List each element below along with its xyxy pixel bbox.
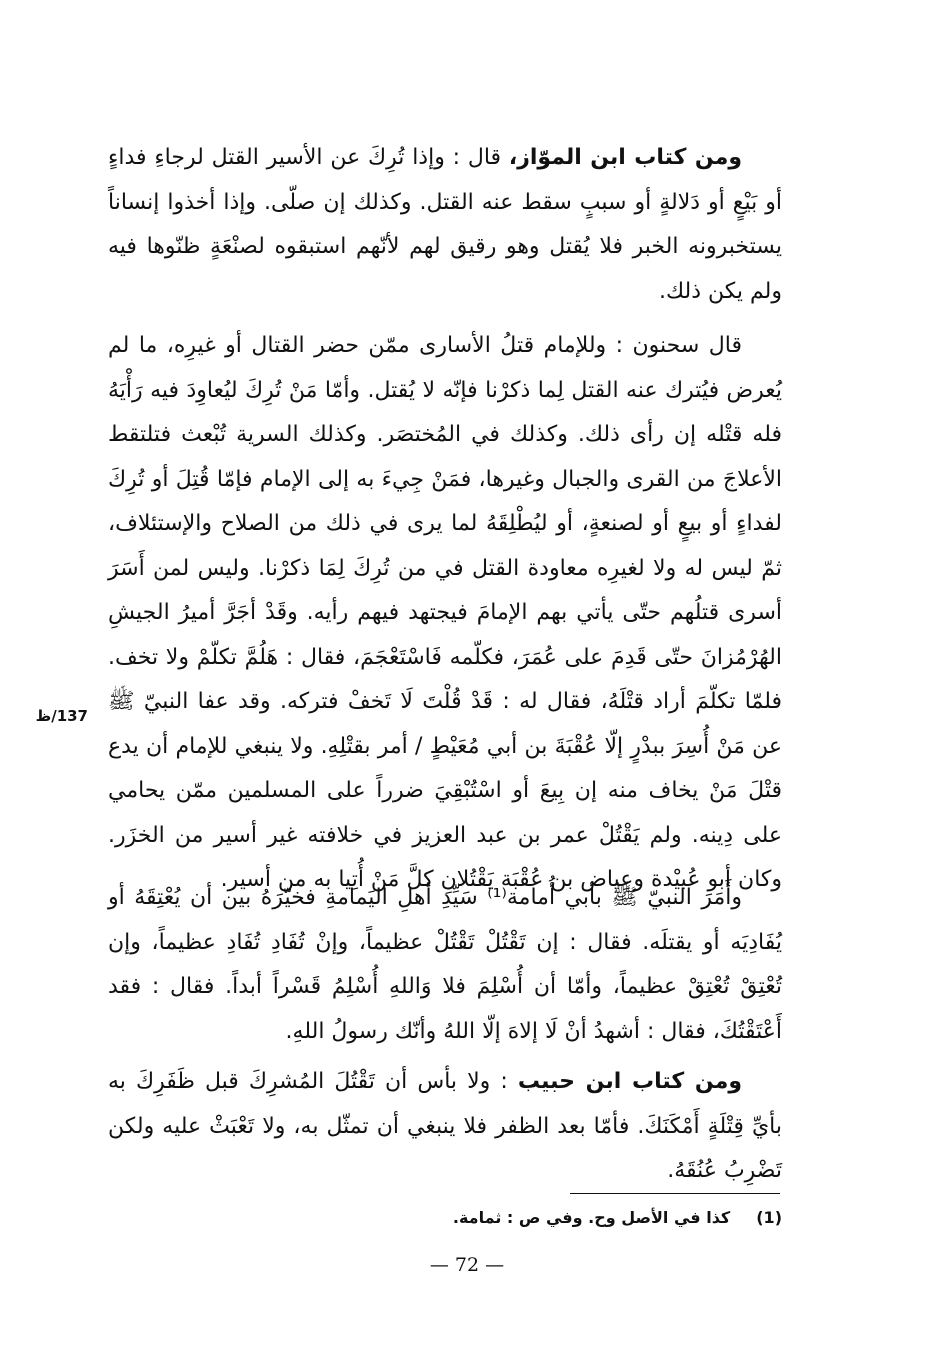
paragraph-sahnun [108,324,782,903]
margin-folio-note: 137/ظ [35,707,88,725]
paragraph-body: : ولا بأس أن تَقْتُلَ المُشرِكَ قبل ظَفَرِكَ به بأيِّ قِتْلَةٍ أَمْكَنَكَ. فأمّا بعد الظفر فلا ينبغي أن تمثّل به، ولا تَعْبَثْ عليه ولكن تَضْرِبُ عُنُقَهُ. [108,1069,782,1183]
footnote-divider [570,1193,780,1194]
paragraph-body: قال سحنون : وللإمام قتلُ الأسارى ممّن حضر القتال أو غيرِه، ما لم يُعرض فيُترك عنه القتل لِما ذكرْنا فإنّه لا يُقتل. وأمّا مَنْ تُرِكَ ليُعاوِدَ فيه رَأْيَهُ فله قتْله إن رأى ذلك. وكذلك في المُختصَر. وكذلك السرية تُبْعث فتلتقط الأعلاجَ من القرى والجبال وغيرها، فمَنْ جِيءَ به إلى الإمام فإمّا قُتِلَ أو تُرِكَ لفداءٍ أو بيعٍ أو لصنعةٍ، أو ليُطْلِقَهُ لما يرى في ذلك من الصلاح والإستئلاف، ثمّ ليس له ولا لغيرِه معاودة القتل في من تُرِكَ لِمَا ذكرْنا. وليس لمن أَسَرَ أسرى قتلُهم حتّى يأتي بهم الإمامَ فيجتهد فيهم رأيه. وقَدْ أجَرَّ أميرُ الجيشِ الهُرْمُزانَ حتّى قَدِمَ على عُمَرَ، فكلّمه فَاسْتَعْجَمَ، فقال : هَلُمَّ تكلّمْ ولا تخف. فلمّا تكلّمَ أراد قتْلَهُ، فقال له : قَدْ قُلْتَ لَا تَخفْ فتركه. وقد عفا النبيّ ﷺ عن مَنْ أُسِرَ ببدْرٍ إلّا عُقْبَةَ بن أبي مُعَيْطٍ / أمر بقتْلِهِ. ولا ينبغي للإمام أن يدع قتْلَ مَنْ يخاف منه إن بِيعَ أو اسْتُبْقِيَ ضرراً على المسلمين ممّن يحامي على دِينه. ولم يَقْتُلْ عمر بن عبد العزيز في خلافته غير أسير من الخزَر. وكان أبو عُبيْدة وعِياض بن عُقْبَة يَقْتُلانِ كلَّ مَنْ أُتِيا به من أسير. [108,333,782,892]
paragraph-abu-umama [108,876,782,1054]
paragraph-lead: ومن كتاب ابن حبيب [517,1069,742,1094]
paragraph-body: قال : وإذا تُرِكَ عن الأسير القتل لرجاءِ فداءٍ أو بَيْعٍ أو دَلالةٍ أو سببٍ سقط عنه القتل. وكذلك إن صلّى. وإذا أخذوا إنساناً يستخبرونه الخبر فلا يُقتل وهو رقيق لهم لأنّهم استبقوه لصنْعَةٍ ظنّوها فيه ولم يكن ذلك. [108,145,782,304]
paragraph-lead: ومن كتاب ابن الموّاز، [508,145,742,170]
footnote-marker: (1) [756,1208,782,1227]
paragraph-body: وأَمَرَ النبيّ ﷺ بأبي أُمامة⁽¹⁾ سَيِّدِ أهلِ اليَمامةِ فخيّرَهُ بين أن يُعْتِقَهُ أو يُفَادِيَه أو يقتلَه. فقال : إن تَقْتُلْ تَقْتُلْ عظيماً، وإنْ تُفَادِ تُفَادِ عظيماً، وإن تُعْتِقْ تُعْتِقْ عظيماً، وأمّا أن أُسْلِمَ فلا وَاللهِ أُسْلِمُ قَسْراً أبداً. فقال : فقد أَعْتَقْتُكَ، فقال : أشهدُ أنْ لَا إلاهَ إلّا اللهُ وأنّك رسولُ اللهِ. [108,885,782,1044]
paragraph-ibn-al-mawwaz [108,136,782,314]
footnote-text: كذا في الأصل وح. وفي ص : ثمامة. [452,1208,731,1227]
page-number: — 72 — [429,1254,505,1276]
paragraph-ibn-habib [108,1060,782,1194]
footnote [320,1206,782,1230]
